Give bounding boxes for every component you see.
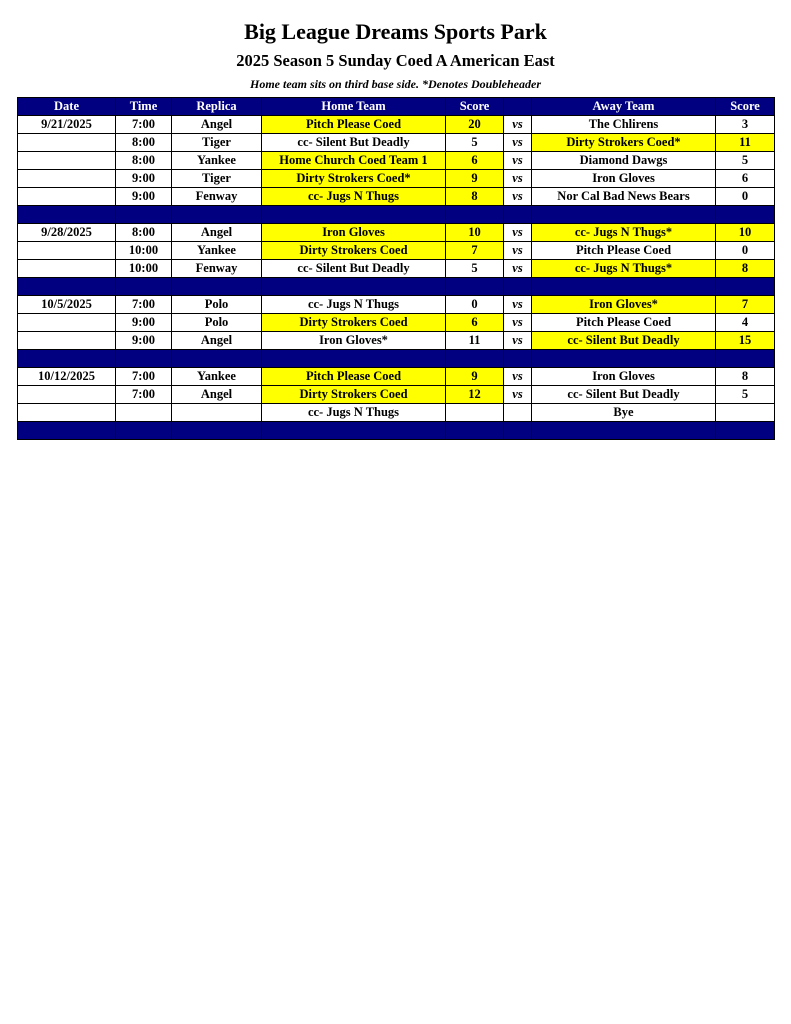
cell-replica: Fenway [172,188,262,206]
schedule-subtitle: 2025 Season 5 Sunday Coed A American East [236,51,555,70]
table-row [18,404,775,422]
cell-home-team: cc- Jugs N Thugs [262,188,446,206]
cell-date [18,332,116,350]
table-header-row [18,98,775,116]
col-header-away-team: Away Team [532,98,716,116]
cell-home-score: 6 [446,152,504,170]
separator-cell [116,278,172,296]
separator-cell [262,206,446,224]
cell-vs: vs [504,296,532,314]
cell-replica [172,404,262,422]
cell-away-team: Nor Cal Bad News Bears [532,188,716,206]
separator-cell [446,422,504,440]
separator-cell [504,206,532,224]
table-row [18,332,775,350]
separator-cell [504,278,532,296]
cell-vs [504,404,532,422]
col-header-time: Time [116,98,172,116]
separator-cell [532,350,716,368]
cell-away-score: 10 [716,224,775,242]
separator-cell [18,206,116,224]
cell-home-score: 6 [446,314,504,332]
cell-vs: vs [504,386,532,404]
cell-date [18,134,116,152]
separator-cell [262,350,446,368]
cell-time: 8:00 [116,134,172,152]
week-separator [18,422,775,440]
cell-vs: vs [504,314,532,332]
cell-away-team: The Chlirens [532,116,716,134]
cell-replica: Angel [172,116,262,134]
cell-home-score: 9 [446,170,504,188]
cell-away-score: 0 [716,242,775,260]
cell-time: 7:00 [116,116,172,134]
separator-cell [116,422,172,440]
cell-vs: vs [504,170,532,188]
table-row [18,314,775,332]
cell-replica: Angel [172,332,262,350]
cell-time: 9:00 [116,170,172,188]
cell-home-score: 11 [446,332,504,350]
cell-vs: vs [504,134,532,152]
separator-cell [716,206,775,224]
cell-replica: Tiger [172,134,262,152]
cell-time: 10:00 [116,242,172,260]
table-row [18,386,775,404]
cell-date [18,170,116,188]
cell-date [18,260,116,278]
cell-time: 7:00 [116,386,172,404]
separator-cell [504,350,532,368]
table-row [18,170,775,188]
cell-home-score: 9 [446,368,504,386]
cell-away-score [716,404,775,422]
cell-vs: vs [504,116,532,134]
col-header-away-score: Score [716,98,775,116]
separator-cell [532,278,716,296]
cell-home-team: Dirty Strokers Coed* [262,170,446,188]
page-title: Big League Dreams Sports Park [244,19,547,44]
cell-home-team: Iron Gloves [262,224,446,242]
schedule-body [18,116,775,440]
cell-away-score: 15 [716,332,775,350]
cell-home-team: Home Church Coed Team 1 [262,152,446,170]
separator-cell [262,422,446,440]
cell-away-score: 7 [716,296,775,314]
table-row [18,260,775,278]
cell-date [18,314,116,332]
table-row [18,134,775,152]
cell-home-team: cc- Jugs N Thugs [262,404,446,422]
cell-home-score: 5 [446,134,504,152]
cell-time: 8:00 [116,152,172,170]
cell-date: 9/28/2025 [18,224,116,242]
cell-vs: vs [504,260,532,278]
cell-home-score [446,404,504,422]
cell-vs: vs [504,152,532,170]
separator-cell [18,422,116,440]
week-separator [18,350,775,368]
cell-time [116,404,172,422]
separator-cell [172,206,262,224]
cell-away-team: cc- Silent But Deadly [532,332,716,350]
cell-away-score: 8 [716,368,775,386]
cell-replica: Fenway [172,260,262,278]
separator-cell [446,350,504,368]
cell-away-team: cc- Jugs N Thugs* [532,260,716,278]
cell-home-team: Pitch Please Coed [262,116,446,134]
table-row [18,242,775,260]
cell-replica: Yankee [172,368,262,386]
cell-away-team: Dirty Strokers Coed* [532,134,716,152]
separator-cell [116,350,172,368]
separator-cell [446,206,504,224]
week-separator [18,278,775,296]
cell-vs: vs [504,332,532,350]
cell-away-team: Iron Gloves [532,368,716,386]
cell-away-team: Iron Gloves [532,170,716,188]
cell-vs: vs [504,242,532,260]
cell-replica: Yankee [172,152,262,170]
separator-cell [172,278,262,296]
separator-cell [532,206,716,224]
table-row [18,116,775,134]
cell-away-team: Pitch Please Coed [532,314,716,332]
cell-time: 8:00 [116,224,172,242]
separator-cell [18,350,116,368]
separator-cell [262,278,446,296]
cell-away-team: Diamond Dawgs [532,152,716,170]
separator-cell [18,278,116,296]
col-header-vs [504,98,532,116]
table-row [18,368,775,386]
col-header-replica: Replica [172,98,262,116]
separator-cell [716,278,775,296]
cell-date [18,386,116,404]
cell-date [18,152,116,170]
cell-away-team: cc- Jugs N Thugs* [532,224,716,242]
cell-home-score: 10 [446,224,504,242]
cell-away-score: 5 [716,386,775,404]
cell-home-team: cc- Silent But Deadly [262,260,446,278]
schedule-note: Home team sits on third base side. *Denotes Doubleheader [250,77,541,91]
cell-away-team: Pitch Please Coed [532,242,716,260]
cell-away-team: cc- Silent But Deadly [532,386,716,404]
cell-away-score: 8 [716,260,775,278]
table-row [18,224,775,242]
separator-cell [716,350,775,368]
cell-home-team: Pitch Please Coed [262,368,446,386]
separator-cell [172,422,262,440]
cell-date [18,404,116,422]
cell-vs: vs [504,368,532,386]
cell-home-team: Iron Gloves* [262,332,446,350]
table-row [18,152,775,170]
week-separator [18,206,775,224]
separator-cell [116,206,172,224]
cell-away-team: Iron Gloves* [532,296,716,314]
cell-time: 9:00 [116,332,172,350]
cell-replica: Yankee [172,242,262,260]
cell-home-score: 20 [446,116,504,134]
cell-vs: vs [504,188,532,206]
cell-away-score: 5 [716,152,775,170]
cell-home-team: Dirty Strokers Coed [262,386,446,404]
schedule-table [17,97,775,440]
cell-home-team: cc- Jugs N Thugs [262,296,446,314]
cell-time: 9:00 [116,188,172,206]
cell-replica: Angel [172,386,262,404]
col-header-date: Date [18,98,116,116]
cell-away-score: 11 [716,134,775,152]
table-row [18,188,775,206]
cell-time: 9:00 [116,314,172,332]
separator-cell [716,422,775,440]
cell-date [18,242,116,260]
cell-time: 7:00 [116,296,172,314]
cell-home-team: Dirty Strokers Coed [262,314,446,332]
cell-date [18,188,116,206]
cell-replica: Tiger [172,170,262,188]
col-header-home-team: Home Team [262,98,446,116]
separator-cell [446,278,504,296]
cell-date: 10/5/2025 [18,296,116,314]
cell-home-score: 12 [446,386,504,404]
separator-cell [504,422,532,440]
cell-home-score: 8 [446,188,504,206]
cell-time: 10:00 [116,260,172,278]
cell-replica: Polo [172,314,262,332]
separator-cell [532,422,716,440]
cell-replica: Polo [172,296,262,314]
cell-home-score: 5 [446,260,504,278]
cell-away-team: Bye [532,404,716,422]
cell-date: 10/12/2025 [18,368,116,386]
cell-replica: Angel [172,224,262,242]
cell-away-score: 3 [716,116,775,134]
separator-cell [172,350,262,368]
cell-away-score: 0 [716,188,775,206]
cell-date: 9/21/2025 [18,116,116,134]
cell-away-score: 4 [716,314,775,332]
col-header-home-score: Score [446,98,504,116]
cell-vs: vs [504,224,532,242]
cell-time: 7:00 [116,368,172,386]
table-row [18,296,775,314]
cell-home-score: 7 [446,242,504,260]
cell-home-score: 0 [446,296,504,314]
cell-home-team: cc- Silent But Deadly [262,134,446,152]
cell-away-score: 6 [716,170,775,188]
cell-home-team: Dirty Strokers Coed [262,242,446,260]
